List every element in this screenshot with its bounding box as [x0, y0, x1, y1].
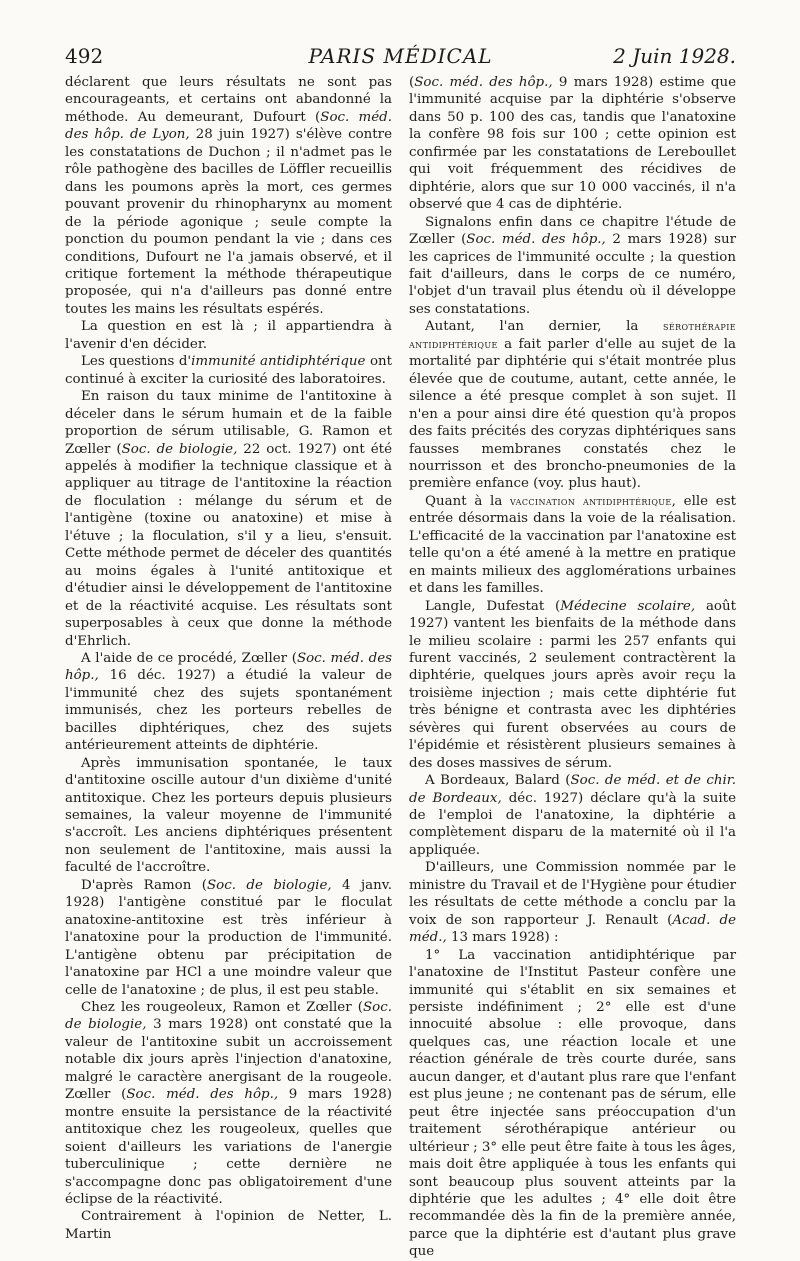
paragraph: (Soc. méd. des hôp., 9 mars 1928) estime que l'immunité acquise par la diphtérie s'observe dans 50 p. 100 des cas, tandis que l'anatoxine la confère 98 fois sur 100 ; cette opinion est confirmée par les constatations de Lereboullet qui voit fréquemment des récidives de diphtérie, alors que sur 10 000 vaccinés, il n'a observé que 4 cas de diphtérie.: [409, 75, 736, 213]
paragraph: Quant à la vaccination antidiphtérique, elle est entrée désormais dans la voie de la réalisation. L'efficacité de la vaccination par l'anatoxine est telle qu'on a été amené à la mettre en pratique en maints milieux des agglomérations urbaines et dans les familles.: [409, 493, 736, 597]
journal-title: PARIS MÉDICAL: [308, 44, 493, 68]
paragraph: déclarent que leurs résultats ne sont pas encourageants, et certains ont abandonné la méthode. Au demeurant, Dufourt (Soc. méd. des hôp. de Lyon, 28 juin 1927) s'élève contre les constatations de Duchon ; il n'admet pas le rôle pathogène des bacilles de Löffler recueillis dans les poumons après la mort, ces germes pouvant provenir du rhinopharynx au moment de la période agonique ; seule compte la ponction du poumon pendant la vie ; dans ces conditions, Dufourt ne l'a jamais observé, et il critique fortement la méthode thérapeutique proposée, qui n'a d'ailleurs pas donné entre toutes les mains les résultats espérés.: [65, 75, 393, 317]
paragraph: La question en est là ; il appartiendra à l'avenir d'en décider.: [65, 319, 392, 352]
paragraph: Les questions d'immunité antidiphtérique ont continué à exciter la curiosité des laboratoires.: [65, 354, 393, 387]
paragraph: Chez les rougeoleux, Ramon et Zœller (Soc. de biologie, 3 mars 1928) ont constaté que la valeur de l'antitoxine subit un accroissement notable dix jours après l'injection d'anatoxine, malgré le caractère anergisant de la rougeole. Zœller (Soc. méd. des hôp., 9 mars 1928) montre ensuite la persistance de la réactivité antitoxique chez les rougeoleux, quelles que soient d'ailleurs les variations de l'anergie tuberculinique ; cette dernière ne s'accompagne donc pas obligatoirement d'une éclipse de la réactivité.: [65, 1000, 392, 1207]
paragraph: Langle, Dufestat (Médecine scolaire, août 1927) vantent les bienfaits de la méthode dans le milieu scolaire : parmi les 257 enfants qui furent vaccinés, 2 seulement contractèrent la diphtérie, quelques jours après avoir reçu la troisième injection ; mais cette diphtérie fut très bénigne et contrasta avec les diphtéries sévères qui furent observées au cours de l'épidémie et résistèrent plusieurs semaines à des doses massives de sérum.: [409, 598, 736, 771]
issue-date: 2 Juin 1928.: [613, 44, 736, 68]
paragraph: En raison du taux minime de l'antitoxine à déceler dans le sérum humain et de la faible proportion de sérum utilisable, G. Ramon et Zœller (Soc. de biologie, 22 oct. 1927) ont été appelés à modifier la technique classique et à appliquer au titrage de l'antitoxine la réaction de floculation : mélange du sérum et de l'antigène (toxine ou anatoxine) et mise à l'étuve ; la floculation, s'il y a lieu, s'ensuit. Cette méthode permet de déceler des quantités au moins égales à l'unité antitoxique et d'étudier ainsi le développement de l'antitoxine et de la réactivité acquise. Les résultats sont superposables à ceux que donne la méthode d'Ehrlich.: [65, 389, 392, 649]
paragraph: 1° La vaccination antidiphtérique par l'anatoxine de l'Institut Pasteur confère une immunité qui s'établit en six semaines et persiste indéfiniment ; 2° elle est d'une innocuité absolue : elle provoque, dans quelques cas, une réaction locale et une réaction générale de très courte durée, sans aucun danger, et d'autant plus rare que l'enfant est plus jeune ; ne contenant pas de sérum, elle peut être injectée sans préoccupation d'un traitement sérothérapique antérieur ou ultérieur ; 3° elle peut être faite à tous les âges, mais doit être appliquée à tous les enfants qui sont beaucoup plus souvent atteints par la diphtérie que les adultes ; 4° elle doit être recommandée dès la fin de la première année, parce que la diphtérie est d'autant plus grave que: [409, 947, 736, 1260]
paragraph: D'après Ramon (Soc. de biologie, 4 janv. 1928) l'antigène constitué par le floculat anatoxine-antitoxine est très inférieur à l'anatoxine pour la production de l'immunité. L'antigène obtenu par précipitation de l'anatoxine par HCl a une moindre valeur que celle de l'anatoxine ; de plus, il est peu stable.: [65, 877, 392, 998]
page-number: 492: [65, 44, 104, 68]
paragraph: Après immunisation spontanée, le taux d'antitoxine oscille autour d'un dixième d'unité antitoxique. Chez les porteurs depuis plusieurs semaines, la valeur moyenne de l'immunité s'accroît. Les anciens diphtériques présentent non seulement de l'antitoxine, mais aussi la faculté de l'accroître.: [65, 755, 392, 876]
right-column: [409, 74, 736, 1261]
paragraph: Signalons enfin dans ce chapitre l'étude de Zœller (Soc. méd. des hôp., 2 mars 1928) sur les caprices de l'immunité occulte ; la question fait d'ailleurs, dans le corps de ce numéro, l'objet d'un travail plus étendu où il développe ses constatations.: [409, 214, 736, 317]
paragraph: A l'aide de ce procédé, Zœller (Soc. méd. des hôp., 16 déc. 1927) a étudié la valeur de l'immunité chez des sujets spontanément immunisés, chez les porteurs rebelles de bacilles diphtériques, chez des sujets antérieurement atteints de diphtérie.: [65, 650, 392, 754]
left-column: [65, 74, 392, 1243]
running-header: [65, 44, 736, 74]
paragraph: A Bordeaux, Balard (Soc. de méd. et de chir. de Bordeaux, déc. 1927) déclare qu'à la suite de l'emploi de l'anatoxine, la diphtérie a complètement disparu de la maternité où il l'a appliquée.: [409, 773, 736, 858]
paragraph: Autant, l'an dernier, la sérothérapie antidiphtérique a fait parler d'elle au sujet de la mortalité par diphtérie qui s'était montrée plus élevée que de coutume, autant, cette année, le silence a été presque complet à son sujet. Il n'en a pour ainsi dire été question qu'à propos des faits précités des coryzas diphtériques sans fausses membranes constatés chez le nourrisson et des broncho-pneumonies de la première enfance (voy. plus haut).: [409, 319, 736, 492]
paragraph: D'ailleurs, une Commission nommée par le ministre du Travail et de l'Hygiène pour étudier les résultats de cette méthode a conclu par la voix de son rapporteur J. Renault (Acad. de méd., 13 mars 1928) :: [409, 860, 736, 946]
paragraph: Contrairement à l'opinion de Netter, L. Martin: [65, 1209, 392, 1242]
